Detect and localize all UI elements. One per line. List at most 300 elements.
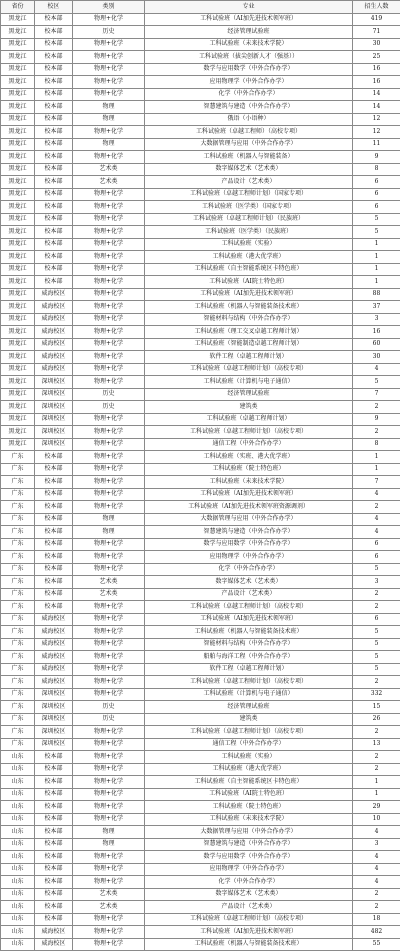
cell-category: 物理+化学 bbox=[73, 226, 145, 239]
cell-campus: 校本部 bbox=[35, 76, 73, 89]
cell-major: 经济管理试验班 bbox=[145, 26, 353, 39]
table-row bbox=[1, 576, 400, 589]
cell-campus: 校本部 bbox=[35, 876, 73, 889]
cell-province: 山东 bbox=[1, 826, 35, 839]
cell-enrollment-count: 4 bbox=[353, 851, 400, 864]
header-enrollment-count: 招生人数 bbox=[353, 1, 400, 14]
cell-province: 广东 bbox=[1, 651, 35, 664]
cell-enrollment-count: 6 bbox=[353, 201, 400, 214]
cell-category: 物理+化学 bbox=[73, 813, 145, 826]
cell-province: 黑龙江 bbox=[1, 38, 35, 51]
cell-category: 物理+化学 bbox=[73, 663, 145, 676]
cell-campus: 校本部 bbox=[35, 101, 73, 114]
cell-category: 物理+化学 bbox=[73, 626, 145, 639]
table-row bbox=[1, 713, 400, 726]
cell-major: 智慧建筑与建造（中外合作办学） bbox=[145, 526, 353, 539]
cell-enrollment-count: 6 bbox=[353, 551, 400, 564]
cell-province: 山东 bbox=[1, 763, 35, 776]
cell-province: 黑龙江 bbox=[1, 426, 35, 439]
cell-campus: 威海校区 bbox=[35, 626, 73, 639]
cell-province: 广东 bbox=[1, 476, 35, 489]
cell-enrollment-count: 4 bbox=[353, 513, 400, 526]
cell-province: 广东 bbox=[1, 726, 35, 739]
table-row bbox=[1, 651, 400, 664]
table-row bbox=[1, 501, 400, 514]
cell-major: 软件工程（卓越工程师计划） bbox=[145, 351, 353, 364]
cell-campus: 校本部 bbox=[35, 913, 73, 926]
table-row bbox=[1, 251, 400, 264]
cell-enrollment-count: 8 bbox=[353, 438, 400, 451]
cell-campus: 深圳校区 bbox=[35, 376, 73, 389]
cell-major: 工科试验班（院士特色班） bbox=[145, 801, 353, 814]
cell-campus: 深圳校区 bbox=[35, 426, 73, 439]
cell-campus: 校本部 bbox=[35, 151, 73, 164]
cell-enrollment-count: 16 bbox=[353, 76, 400, 89]
cell-province: 黑龙江 bbox=[1, 388, 35, 401]
cell-major: 工科试验班（未来技术学院） bbox=[145, 38, 353, 51]
cell-category: 物理+化学 bbox=[73, 538, 145, 551]
table-row bbox=[1, 776, 400, 789]
cell-enrollment-count: 6 bbox=[353, 538, 400, 551]
table-row bbox=[1, 138, 400, 151]
cell-province: 广东 bbox=[1, 701, 35, 714]
cell-province: 广东 bbox=[1, 501, 35, 514]
table-row bbox=[1, 588, 400, 601]
cell-enrollment-count: 5 bbox=[353, 376, 400, 389]
cell-campus: 深圳校区 bbox=[35, 388, 73, 401]
cell-campus: 威海校区 bbox=[35, 363, 73, 376]
table-row bbox=[1, 488, 400, 501]
table-row bbox=[1, 176, 400, 189]
cell-enrollment-count: 1 bbox=[353, 451, 400, 464]
cell-campus: 威海校区 bbox=[35, 663, 73, 676]
cell-category: 物理 bbox=[73, 101, 145, 114]
cell-province: 黑龙江 bbox=[1, 288, 35, 301]
cell-province: 黑龙江 bbox=[1, 363, 35, 376]
cell-campus: 威海校区 bbox=[35, 288, 73, 301]
cell-enrollment-count: 60 bbox=[353, 338, 400, 351]
cell-enrollment-count: 2 bbox=[353, 588, 400, 601]
table-row bbox=[1, 888, 400, 901]
cell-major: 工科试验班（AI院士特色班） bbox=[145, 276, 353, 289]
cell-major: 工科试验班（卓越工程师计划）（高校专项） bbox=[145, 363, 353, 376]
cell-major: 工科试验班（AI加先进技术领军班资源调剂） bbox=[145, 501, 353, 514]
cell-campus: 校本部 bbox=[35, 563, 73, 576]
cell-major: 工科试验班（AI加先进技术领军班） bbox=[145, 288, 353, 301]
cell-province: 黑龙江 bbox=[1, 251, 35, 264]
cell-enrollment-count: 2 bbox=[353, 763, 400, 776]
cell-category: 历史 bbox=[73, 701, 145, 714]
cell-enrollment-count: 30 bbox=[353, 38, 400, 51]
cell-major: 工科试验班（拔尖创新人才（强基）） bbox=[145, 51, 353, 64]
cell-enrollment-count: 1 bbox=[353, 276, 400, 289]
cell-province: 广东 bbox=[1, 676, 35, 689]
cell-category: 物理+化学 bbox=[73, 63, 145, 76]
cell-province: 山东 bbox=[1, 838, 35, 851]
cell-campus: 校本部 bbox=[35, 826, 73, 839]
cell-enrollment-count: 482 bbox=[353, 926, 400, 939]
table-row bbox=[1, 288, 400, 301]
cell-major: 工科试验班（卓越工程师计划）（高校专项） bbox=[145, 913, 353, 926]
cell-province: 广东 bbox=[1, 738, 35, 751]
table-row bbox=[1, 126, 400, 139]
cell-campus: 校本部 bbox=[35, 276, 73, 289]
cell-major: 工科试验班（实班、港大优学班） bbox=[145, 451, 353, 464]
cell-major: 工科试验班（计算机与电子通信） bbox=[145, 376, 353, 389]
cell-province: 黑龙江 bbox=[1, 201, 35, 214]
table-row bbox=[1, 563, 400, 576]
table-row bbox=[1, 513, 400, 526]
cell-campus: 威海校区 bbox=[35, 938, 73, 951]
cell-enrollment-count: 4 bbox=[353, 526, 400, 539]
table-row bbox=[1, 213, 400, 226]
cell-campus: 威海校区 bbox=[35, 351, 73, 364]
cell-category: 物理+化学 bbox=[73, 363, 145, 376]
cell-category: 物理+化学 bbox=[73, 551, 145, 564]
table-row bbox=[1, 938, 400, 951]
cell-major: 智能材料与结构（中外合作办学） bbox=[145, 313, 353, 326]
cell-enrollment-count: 5 bbox=[353, 638, 400, 651]
table-row bbox=[1, 426, 400, 439]
cell-campus: 校本部 bbox=[35, 238, 73, 251]
table-row bbox=[1, 388, 400, 401]
cell-enrollment-count: 4 bbox=[353, 863, 400, 876]
cell-campus: 校本部 bbox=[35, 851, 73, 864]
cell-major: 数学与应用数学（中外合作办学） bbox=[145, 851, 353, 864]
cell-major: 工科试验班（AI加先进技术领军班） bbox=[145, 926, 353, 939]
cell-campus: 校本部 bbox=[35, 251, 73, 264]
cell-major: 工科试验班（自主智能系统区卡特色班） bbox=[145, 263, 353, 276]
cell-enrollment-count: 18 bbox=[353, 913, 400, 926]
cell-campus: 校本部 bbox=[35, 38, 73, 51]
cell-major: 工科试验班（卓越工程师计划） bbox=[145, 413, 353, 426]
cell-province: 广东 bbox=[1, 551, 35, 564]
cell-enrollment-count: 9 bbox=[353, 413, 400, 426]
cell-campus: 校本部 bbox=[35, 538, 73, 551]
cell-enrollment-count: 1 bbox=[353, 238, 400, 251]
cell-enrollment-count: 2 bbox=[353, 601, 400, 614]
cell-major: 工科试验班（AI加先进技术领军班） bbox=[145, 13, 353, 26]
cell-category: 历史 bbox=[73, 388, 145, 401]
table-row bbox=[1, 663, 400, 676]
cell-category: 物理 bbox=[73, 513, 145, 526]
table-row bbox=[1, 688, 400, 701]
cell-enrollment-count: 4 bbox=[353, 488, 400, 501]
cell-major: 产品设计（艺术类） bbox=[145, 176, 353, 189]
cell-province: 山东 bbox=[1, 751, 35, 764]
cell-category: 物理+化学 bbox=[73, 688, 145, 701]
table-row bbox=[1, 438, 400, 451]
cell-province: 山东 bbox=[1, 938, 35, 951]
table-row bbox=[1, 701, 400, 714]
cell-category: 物理+化学 bbox=[73, 276, 145, 289]
cell-province: 山东 bbox=[1, 776, 35, 789]
cell-category: 物理+化学 bbox=[73, 463, 145, 476]
table-row bbox=[1, 463, 400, 476]
table-row bbox=[1, 101, 400, 114]
cell-category: 物理+化学 bbox=[73, 938, 145, 951]
cell-campus: 校本部 bbox=[35, 788, 73, 801]
cell-enrollment-count: 2 bbox=[353, 676, 400, 689]
table-row bbox=[1, 163, 400, 176]
cell-major: 工科试验班（卓越工程师计划）（高校专项） bbox=[145, 676, 353, 689]
cell-campus: 威海校区 bbox=[35, 676, 73, 689]
cell-category: 物理+化学 bbox=[73, 413, 145, 426]
cell-province: 广东 bbox=[1, 713, 35, 726]
cell-category: 物理+化学 bbox=[73, 263, 145, 276]
cell-province: 广东 bbox=[1, 588, 35, 601]
table-row bbox=[1, 226, 400, 239]
table-row bbox=[1, 876, 400, 889]
table-row bbox=[1, 863, 400, 876]
cell-province: 山东 bbox=[1, 863, 35, 876]
cell-province: 广东 bbox=[1, 513, 35, 526]
cell-campus: 校本部 bbox=[35, 176, 73, 189]
cell-category: 物理+化学 bbox=[73, 288, 145, 301]
cell-province: 广东 bbox=[1, 638, 35, 651]
cell-enrollment-count: 25 bbox=[353, 51, 400, 64]
cell-enrollment-count: 5 bbox=[353, 651, 400, 664]
cell-category: 物理 bbox=[73, 526, 145, 539]
cell-campus: 校本部 bbox=[35, 26, 73, 39]
cell-province: 黑龙江 bbox=[1, 226, 35, 239]
cell-major: 工科试验班（卓越工程师计划）（高校专项） bbox=[145, 601, 353, 614]
cell-province: 广东 bbox=[1, 688, 35, 701]
cell-category: 物理+化学 bbox=[73, 638, 145, 651]
cell-enrollment-count: 15 bbox=[353, 701, 400, 714]
header-campus: 校区 bbox=[35, 1, 73, 14]
cell-category: 物理+化学 bbox=[73, 326, 145, 339]
cell-campus: 校本部 bbox=[35, 601, 73, 614]
cell-major: 数字媒体艺术（艺术类） bbox=[145, 888, 353, 901]
cell-major: 工科试验班（AI院士特色班） bbox=[145, 788, 353, 801]
table-row bbox=[1, 788, 400, 801]
cell-category: 物理+化学 bbox=[73, 563, 145, 576]
cell-campus: 深圳校区 bbox=[35, 738, 73, 751]
cell-category: 物理 bbox=[73, 113, 145, 126]
table-row bbox=[1, 913, 400, 926]
table-row bbox=[1, 113, 400, 126]
cell-major: 工科试验班（医学类）（民族班） bbox=[145, 226, 353, 239]
cell-category: 物理+化学 bbox=[73, 676, 145, 689]
cell-major: 工科试验班（智能制造卓越工程师计划） bbox=[145, 338, 353, 351]
cell-major: 工科试验班（港大优学班） bbox=[145, 251, 353, 264]
cell-enrollment-count: 2 bbox=[353, 401, 400, 414]
cell-enrollment-count: 5 bbox=[353, 213, 400, 226]
cell-category: 物理+化学 bbox=[73, 251, 145, 264]
cell-enrollment-count: 71 bbox=[353, 26, 400, 39]
cell-enrollment-count: 1 bbox=[353, 788, 400, 801]
cell-province: 黑龙江 bbox=[1, 263, 35, 276]
cell-campus: 深圳校区 bbox=[35, 438, 73, 451]
cell-major: 智能材料与结构（中外合作办学） bbox=[145, 638, 353, 651]
table-row bbox=[1, 763, 400, 776]
table-row bbox=[1, 801, 400, 814]
cell-province: 广东 bbox=[1, 463, 35, 476]
table-row bbox=[1, 638, 400, 651]
cell-category: 物理+化学 bbox=[73, 13, 145, 26]
cell-category: 艺术类 bbox=[73, 576, 145, 589]
cell-campus: 威海校区 bbox=[35, 638, 73, 651]
cell-enrollment-count: 3 bbox=[353, 313, 400, 326]
table-row bbox=[1, 451, 400, 464]
table-row bbox=[1, 926, 400, 939]
cell-province: 山东 bbox=[1, 801, 35, 814]
cell-campus: 校本部 bbox=[35, 863, 73, 876]
cell-category: 物理+化学 bbox=[73, 751, 145, 764]
cell-province: 黑龙江 bbox=[1, 26, 35, 39]
cell-enrollment-count: 4 bbox=[353, 876, 400, 889]
table-row bbox=[1, 476, 400, 489]
cell-major: 数学与应用数学（中外合作办学） bbox=[145, 63, 353, 76]
cell-major: 应用物理学（中外合作办学） bbox=[145, 551, 353, 564]
cell-category: 物理+化学 bbox=[73, 651, 145, 664]
cell-campus: 校本部 bbox=[35, 126, 73, 139]
table-row bbox=[1, 63, 400, 76]
cell-campus: 校本部 bbox=[35, 463, 73, 476]
table-row bbox=[1, 51, 400, 64]
cell-campus: 校本部 bbox=[35, 576, 73, 589]
cell-enrollment-count: 6 bbox=[353, 188, 400, 201]
cell-campus: 深圳校区 bbox=[35, 413, 73, 426]
cell-campus: 深圳校区 bbox=[35, 688, 73, 701]
cell-category: 物理+化学 bbox=[73, 238, 145, 251]
cell-province: 山东 bbox=[1, 888, 35, 901]
cell-enrollment-count: 12 bbox=[353, 126, 400, 139]
cell-province: 山东 bbox=[1, 788, 35, 801]
cell-campus: 校本部 bbox=[35, 526, 73, 539]
cell-major: 工科试验班（机器人与智能装备技术班） bbox=[145, 626, 353, 639]
cell-major: 应用物理学（中外合作办学） bbox=[145, 76, 353, 89]
cell-enrollment-count: 8 bbox=[353, 163, 400, 176]
cell-category: 物理+化学 bbox=[73, 351, 145, 364]
cell-category: 物理+化学 bbox=[73, 613, 145, 626]
cell-campus: 校本部 bbox=[35, 751, 73, 764]
cell-campus: 校本部 bbox=[35, 13, 73, 26]
cell-major: 工科试验班（卓越工程师计划）（高校专项） bbox=[145, 426, 353, 439]
cell-province: 广东 bbox=[1, 576, 35, 589]
cell-category: 物理+化学 bbox=[73, 201, 145, 214]
cell-campus: 校本部 bbox=[35, 551, 73, 564]
table-row bbox=[1, 738, 400, 751]
cell-province: 广东 bbox=[1, 488, 35, 501]
cell-category: 历史 bbox=[73, 713, 145, 726]
table-row bbox=[1, 313, 400, 326]
cell-category: 历史 bbox=[73, 401, 145, 414]
table-row bbox=[1, 538, 400, 551]
cell-province: 黑龙江 bbox=[1, 76, 35, 89]
cell-province: 黑龙江 bbox=[1, 438, 35, 451]
cell-major: 智慧建筑与建造（中外合作办学） bbox=[145, 101, 353, 114]
cell-enrollment-count: 6 bbox=[353, 176, 400, 189]
table-row bbox=[1, 901, 400, 914]
cell-category: 物理+化学 bbox=[73, 776, 145, 789]
cell-category: 物理+化学 bbox=[73, 926, 145, 939]
table-row bbox=[1, 88, 400, 101]
cell-campus: 深圳校区 bbox=[35, 726, 73, 739]
cell-province: 黑龙江 bbox=[1, 276, 35, 289]
cell-province: 黑龙江 bbox=[1, 351, 35, 364]
cell-enrollment-count: 2 bbox=[353, 726, 400, 739]
cell-major: 工科试验班（未来技术学院） bbox=[145, 476, 353, 489]
cell-province: 黑龙江 bbox=[1, 63, 35, 76]
cell-category: 物理+化学 bbox=[73, 851, 145, 864]
cell-campus: 校本部 bbox=[35, 888, 73, 901]
cell-enrollment-count: 55 bbox=[353, 938, 400, 951]
cell-province: 山东 bbox=[1, 851, 35, 864]
cell-campus: 校本部 bbox=[35, 763, 73, 776]
cell-campus: 校本部 bbox=[35, 501, 73, 514]
cell-enrollment-count: 4 bbox=[353, 363, 400, 376]
table-row bbox=[1, 726, 400, 739]
cell-major: 工科试验班（AI加先进技术领军班） bbox=[145, 613, 353, 626]
table-row bbox=[1, 301, 400, 314]
cell-major: 大数据管理与应用（中外合作办学） bbox=[145, 826, 353, 839]
cell-enrollment-count: 1 bbox=[353, 776, 400, 789]
cell-major: 工科试验班（未来技术学院） bbox=[145, 813, 353, 826]
cell-enrollment-count: 37 bbox=[353, 301, 400, 314]
cell-category: 物理+化学 bbox=[73, 913, 145, 926]
cell-campus: 校本部 bbox=[35, 226, 73, 239]
cell-enrollment-count: 2 bbox=[353, 501, 400, 514]
table-row bbox=[1, 826, 400, 839]
cell-major: 化学（中外合作办学） bbox=[145, 88, 353, 101]
table-row bbox=[1, 551, 400, 564]
cell-enrollment-count: 16 bbox=[353, 63, 400, 76]
table-row bbox=[1, 263, 400, 276]
cell-campus: 校本部 bbox=[35, 213, 73, 226]
cell-category: 物理+化学 bbox=[73, 151, 145, 164]
cell-province: 黑龙江 bbox=[1, 13, 35, 26]
table-row bbox=[1, 338, 400, 351]
table-row bbox=[1, 401, 400, 414]
cell-category: 物理+化学 bbox=[73, 426, 145, 439]
cell-enrollment-count: 9 bbox=[353, 151, 400, 164]
cell-category: 物理 bbox=[73, 826, 145, 839]
cell-major: 工科试验班（港大优学班） bbox=[145, 763, 353, 776]
table-row bbox=[1, 838, 400, 851]
table-row bbox=[1, 351, 400, 364]
cell-campus: 威海校区 bbox=[35, 926, 73, 939]
cell-province: 广东 bbox=[1, 563, 35, 576]
cell-major: 工科试验班（卓越工程师计划）（高校专项） bbox=[145, 726, 353, 739]
cell-major: 工科试验班（实验） bbox=[145, 238, 353, 251]
table-row bbox=[1, 326, 400, 339]
cell-province: 山东 bbox=[1, 901, 35, 914]
cell-category: 艺术类 bbox=[73, 163, 145, 176]
table-row bbox=[1, 751, 400, 764]
cell-enrollment-count: 5 bbox=[353, 226, 400, 239]
cell-category: 物理+化学 bbox=[73, 126, 145, 139]
cell-enrollment-count: 13 bbox=[353, 738, 400, 751]
cell-enrollment-count: 2 bbox=[353, 888, 400, 901]
cell-enrollment-count: 6 bbox=[353, 613, 400, 626]
cell-major: 工科试验班（卓越工程师计划）（民族班） bbox=[145, 213, 353, 226]
cell-major: 数字媒体艺术（艺术类） bbox=[145, 163, 353, 176]
cell-enrollment-count: 30 bbox=[353, 351, 400, 364]
cell-enrollment-count: 7 bbox=[353, 476, 400, 489]
header-province: 省份 bbox=[1, 1, 35, 14]
cell-province: 黑龙江 bbox=[1, 138, 35, 151]
cell-campus: 校本部 bbox=[35, 188, 73, 201]
cell-major: 工科试验班（院士特色班） bbox=[145, 463, 353, 476]
header-category: 类别 bbox=[73, 1, 145, 14]
cell-campus: 威海校区 bbox=[35, 338, 73, 351]
cell-category: 物理+化学 bbox=[73, 88, 145, 101]
cell-major: 化学（中外合作办学） bbox=[145, 563, 353, 576]
cell-major: 数字媒体艺术（艺术类） bbox=[145, 576, 353, 589]
cell-major: 工科试验班（计算机与电子通信） bbox=[145, 688, 353, 701]
